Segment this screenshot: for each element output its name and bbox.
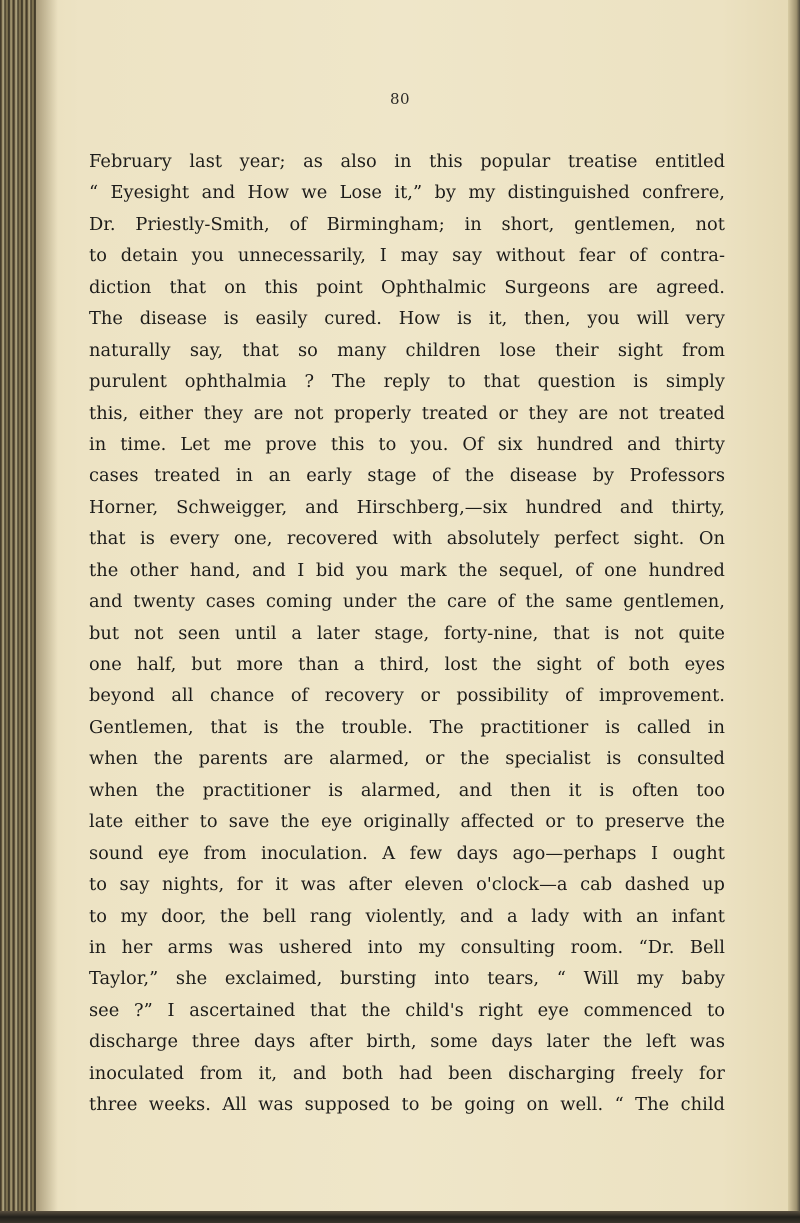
text-line: discharge three days after birth, some days later the left was: [89, 1031, 725, 1053]
text-line: in her arms was ushered into my consulting room. “Dr. Bell: [89, 936, 725, 958]
text-line: to detain you unnecessarily, I may say without fear of contra-: [89, 245, 725, 267]
page-number: 80: [389, 90, 411, 108]
text-line: The disease is easily cured. How is it, then, you will very: [89, 308, 725, 330]
text-line: late either to save the eye originally affected or to preserve the: [89, 811, 725, 833]
text-line: when the parents are alarmed, or the specialist is consulted: [89, 748, 725, 770]
text-line: the other hand, and I bid you mark the sequel, of one hundred: [89, 559, 725, 581]
text-line: Gentlemen, that is the trouble. The practitioner is called in: [89, 716, 725, 738]
text-line: Horner, Schweigger, and Hirschberg,—six hundred and thirty,: [89, 496, 725, 518]
text-line: Dr. Priestly-Smith, of Birmingham; in short, gentlemen, not: [89, 213, 725, 235]
text-line: one half, but more than a third, lost the sight of both eyes: [89, 654, 725, 675]
text-line: diction that on this point Ophthalmic Surgeons are agreed.: [89, 276, 725, 298]
text-line: purulent ophthalmia ? The reply to that question is simply: [89, 371, 725, 393]
text-line: inoculated from it, and both had been discharging freely for: [89, 1062, 725, 1084]
text-line: to my door, the bell rang violently, and a lady with an infant: [89, 905, 725, 927]
text-line: Taylor,” she exclaimed, bursting into tears, “ Will my baby: [89, 968, 725, 990]
text-line: when the practitioner is alarmed, and then it is often too: [89, 779, 725, 801]
text-line: that is every one, recovered with absolutely perfect sight. On: [89, 528, 725, 550]
text-line: three weeks. All was supposed to be going on well. “ The child: [89, 1094, 725, 1116]
binding-shadow: [36, 0, 58, 1223]
page-bottom-edge: [0, 1211, 800, 1223]
text-line: sound eye from inoculation. A few days ago—perhaps I ought: [89, 842, 725, 864]
page-edge: [788, 0, 800, 1223]
book-binding: [0, 0, 36, 1223]
text-line: in time. Let me prove this to you. Of six hundred and thirty: [89, 433, 725, 455]
body-text: [89, 146, 725, 1121]
text-line: February last year; as also in this popular treatise entitled: [89, 151, 725, 172]
text-line: naturally say, that so many children lose their sight from: [89, 339, 725, 361]
text-line: and twenty cases coming under the care of the same gentlemen,: [89, 591, 725, 613]
text-line: see ?” I ascertained that the child's right eye commenced to: [89, 999, 725, 1021]
text-line: to say nights, for it was after eleven o'clock—a cab dashed up: [89, 874, 725, 896]
text-line: “ Eyesight and How we Lose it,” by my distinguished confrere,: [89, 182, 725, 204]
text-line: but not seen until a later stage, forty-nine, that is not quite: [89, 622, 725, 644]
text-line: cases treated in an early stage of the disease by Professors: [89, 465, 725, 487]
text-line: this, either they are not properly treated or they are not treated: [89, 402, 725, 424]
text-line: beyond all chance of recovery or possibility of improvement.: [89, 685, 725, 707]
